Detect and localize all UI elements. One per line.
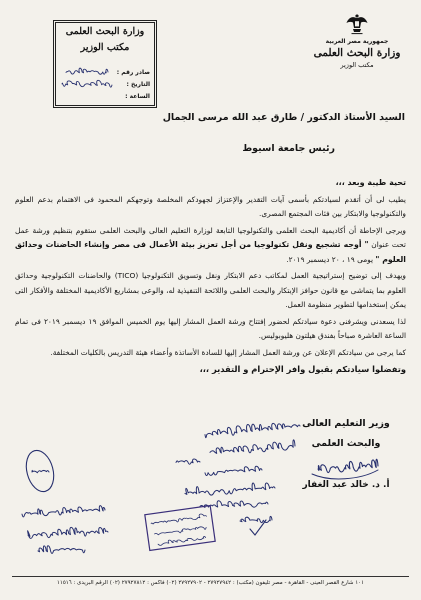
received-stamp-border — [145, 506, 215, 551]
letterhead-office: مكتب الوزير — [340, 61, 374, 69]
received-stamp-text — [158, 535, 206, 546]
letter-body — [15, 176, 406, 379]
closing-line: وتفضلوا سيادتكم بقبول وافر الإحترام و التقدير ،،، — [199, 364, 406, 374]
signatory-name: أ. د. خالد عبد الغفار — [302, 480, 390, 490]
received-stamp — [145, 506, 215, 551]
footer-address: ١٠١ شارع القصر العينى - القاهرة - مصر تليفون (مكتب) : ٢٧٩٢٧٩٤٢ - ٢٧٩٢٧٩٠٢ (٠٢) فاكس : ٢٧٩٢٧٨١٢ (٠٢) الرقم البريدى : ١١٥١٦ — [56, 580, 365, 586]
letterhead-ministry: وزارة البحث العلمى — [313, 47, 401, 59]
addressee-title: رئيس جامعة اسيوط — [242, 143, 335, 154]
stamp-date-label: التاريخ : — [126, 81, 150, 88]
workshop-title: " أوجه تشجيع ونقل تكنولوجيا من أجل تعزيز بيئة الأعمال فى مصر وإنشاء الحاضنات وحدائق العلوم " — [15, 240, 406, 264]
letterhead-country: جمهورية مصر العربية — [325, 38, 389, 45]
letterhead — [305, 12, 409, 70]
handwritten-oval-text — [32, 470, 49, 472]
handwritten-note-number — [176, 459, 200, 464]
handwritten-note-line — [28, 527, 108, 538]
paragraph-2 — [15, 224, 406, 268]
signature-block — [286, 414, 406, 490]
received-stamp-text — [151, 513, 207, 525]
handwritten-note-line — [210, 440, 295, 454]
greeting: تحية طيبة وبعد ،،، — [335, 178, 406, 187]
paragraph-1: يطيب لى أن أتقدم لسيادتكم بأسمى آيات التقدير والإعتزاز لجهودكم المخلصة وتوجهكم المحمود فى الاهتمام بدعم العلوم والتكنولوجيا والابتكار بين فئات المجتمع المصرى. — [15, 194, 406, 218]
stamp-outgoing-label: صادر رقم : — [116, 69, 150, 76]
handwritten-note-line — [22, 506, 105, 517]
handwritten-note-line — [205, 466, 262, 475]
stamp-ministry: وزارة البحث العلمى — [65, 26, 145, 37]
handwritten-note-line — [200, 501, 268, 508]
handwritten-oval-note — [22, 447, 58, 494]
stamp-time-label: الساعة : — [125, 93, 150, 100]
paragraph-3: ويهدف إلى توضيح إستراتيجية العمل لمكاتب دعم الابتكار ونقل وتسويق التكنولوجيا (TICO) والحاضنات التكنولوجية وحدائق العلوم بما يتماشى مع قانون حوافز الإبتكار والبحث العلمى واللائحة التنفيذية له، والوعى بمشاريع الأكاديمية المختلفة والأفكار التى يمكن إستخدامها لتطوير منظومة العمل. — [15, 271, 406, 309]
received-stamp-text — [154, 526, 206, 537]
check-mark-icon — [250, 520, 266, 535]
handwritten-note-line — [185, 483, 275, 495]
footer-divider — [12, 576, 409, 577]
paragraph-2-intro: ويرجى الإحاطة أن أكاديمية البحث العلمى والتكنولوجيا التابعة لوزارة التعليم العالى والبحث العلمى ستقوم بتنظيم ورشة عمل تحت عنوان — [15, 225, 406, 249]
signatory-title-line-1: وزير التعليم العالى — [302, 418, 390, 429]
paragraph-4: لذا يسعدنى ويشرفنى دعوة سيادتكم لحضور إفتتاح ورشة العمل المشار إليها يوم الخميس الموافق ١٩ ديسمبر ٢٠١٩ فى تمام الساعة العاشرة صباحاً بفندق هيلتون هليوبوليس. — [15, 316, 406, 340]
handwritten-note-line — [240, 516, 272, 522]
paragraph-5: كما يرجى من سيادتكم الإعلان عن ورشة العمل المشار إليها للسادة الأساتذة وأعضاء هيئة التدريس بالكليات المختلفة. — [50, 347, 406, 357]
paragraph-2-dates: يومى ١٩ ، ٢٠ ديسمبر ٢٠١٩. — [286, 254, 376, 264]
eagle-emblem-icon — [345, 12, 369, 36]
stamp-office: مكتب الوزير — [80, 42, 130, 53]
handwritten-note-line — [38, 546, 85, 554]
outgoing-registration-stamp — [55, 22, 155, 106]
signatory-title-line-2: والبحث العلمى — [311, 438, 381, 449]
addressee-line: السيد الأستاذ الدكتور / طارق عبد الله مرسى الجمال — [162, 112, 405, 123]
